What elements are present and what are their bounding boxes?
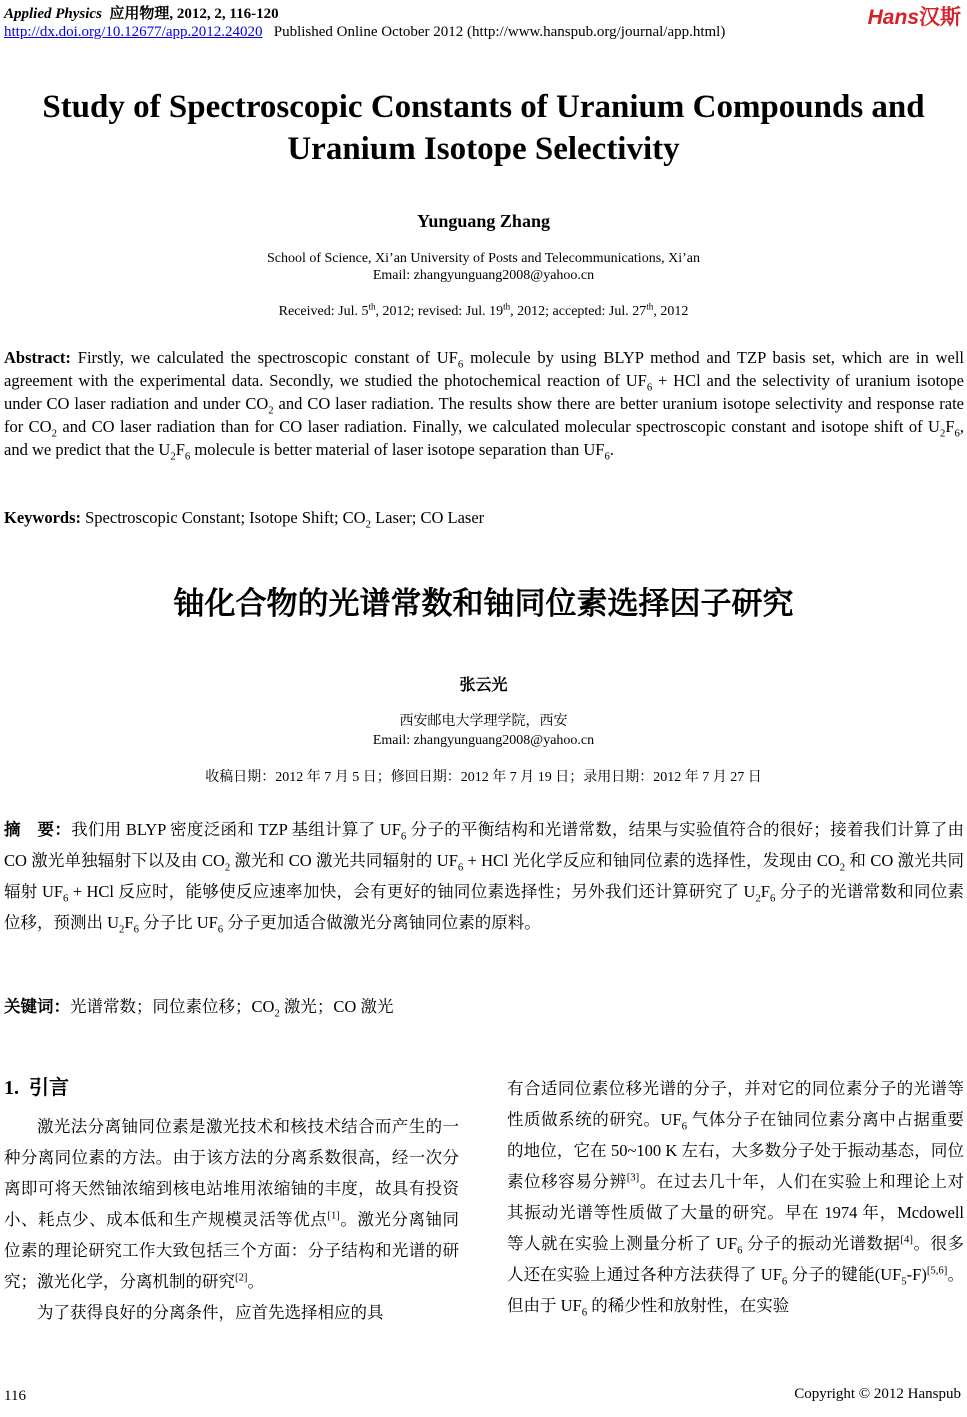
cn-title: 铀化合物的光谱常数和铀同位素选择因子研究 [173,586,794,622]
copyright: Copyright © 2012 Hanspub [794,1386,961,1402]
title-line-1: Study of Spectroscopic Constants of Uranium Compounds and [42,89,925,125]
paragraph: 有合适同位素位移光谱的分子，并对它的同位素分子的光谱等性质做系统的研究。$UF_6$ 气体分子在铀同位素分离中占据重要的地位，它在 50~100 K 左右，大多数分子处于振动基态，同位素位移容易分辨[3]。在过去几十年，人们在实验上和理论上对其振动光谱等性质做了大量的研究。早在 1974 年，Mcdowell 等人就在实验上测量分析了 $UF_6$ 分子的振动光谱数据[4]。很多人还在实验上通过各种方法获得了 $UF_6$ 分子的键能$(UF_5-F)[5,6]$。但由于 $UF_6$ 的稀少性和放射性，在实验 [507,1079,965,1319]
keywords-en: Keywords: Spectroscopic Constant; Isotope Shift; $CO_2$ Laser; CO Laser [4,508,485,531]
paragraph: 激光法分离铀同位素是激光技术和核技术结合而产生的一种分离同位素的方法。由于该方法的分离系数很高，经一次分离即可将天然铀浓缩到核电站堆用浓缩铀的丰度，故具有投资小、耗点少、成本低和生产规模灵活等优点[1]。激光分离铀同位素的理论研究工作大致包括三个方面：分子结构和光谱的研究；激光化学，分离机制的研究[2]。 [4,1117,460,1291]
logo-text-en: Hans [867,6,919,29]
title-line-2: Uranium Isotope Selectivity [287,131,680,167]
email: Email: zhangyunguang2008@yahoo.cn [372,268,595,283]
journal-cn-info: 应用物理, 2012, 2, 116-120 [109,6,279,22]
hanspub-logo [868,1,961,31]
keywords-label: Keywords: [4,508,81,527]
cn-abstract-label: 摘 要： [4,820,72,839]
journal-header [4,2,279,23]
cn-received-dates: 收稿日期：2012 年 7 月 5 日；修回日期：2012 年 7 月 19 日；录用日期：2012 年 7 月 27 日 [205,770,762,785]
published-info: Published Online October 2012 (http://www.hanspub.org/journal/app.html) [273,24,726,40]
paragraph: 为了获得良好的分离条件，应首先选择相应的具 [37,1303,384,1322]
cn-author: 张云光 [459,675,508,694]
abstract-label: Abstract: [4,348,71,367]
journal-name: Applied Physics [4,6,102,22]
cn-affiliation-block [0,712,967,750]
affiliation-block [0,250,967,284]
body-column-right [507,1073,964,1321]
body-column-left [4,1111,459,1328]
cn-keywords-label: 关键词： [4,997,70,1016]
keywords-cn: 关键词：光谱常数；同位素位移；$CO_2$ 激光；CO 激光 [4,997,394,1020]
doi-link[interactable]: http://dx.doi.org/10.12677/app.2012.24020 [4,24,263,40]
cn-email: Email: zhangyunguang2008@yahoo.cn [372,733,595,748]
cn-affiliation: 西安邮电大学理学院，西安 [399,714,568,729]
logo-text-cn: 汉斯 [919,6,961,29]
section-title: 引言 [29,1075,69,1099]
received-dates: Received: Jul. 5th, 2012; revised: Jul. 19th, 2012; accepted: Jul. 27th, 2012 [278,301,689,319]
abstract-en: Abstract: Firstly, we calculated the spectroscopic constant of $UF_6$ molecule by using BLYP method and TZP basis set, which are in well agreement with the experimental data. Secondly, we studied the photochemical reaction of $UF_6$ + HCl and the selectivity of uranium isotope under CO laser radiation and under $CO_2$ and CO laser radiation. The results show there are better uranium isotope selectivity and response rate for $CO_2$ and CO laser radiation than for CO laser radiation. Finally, we calculated molecular spectroscopic constant and isotope shift of $U_2F_6$, and we predict that the $U_2F_6$ molecule is better material of laser isotope separation than $UF_6$. [4,348,965,463]
section-number: 1. [4,1077,19,1099]
affiliation: School of Science, Xi’an University of Posts and Telecommunications, Xi’an [266,251,701,266]
abstract-cn: 摘 要：我们用 BLYP 密度泛函和 TZP 基组计算了 $UF_6$ 分子的平衡结构和光谱常数，结果与实验值符合的很好；接着我们计算了由 CO 激光单独辐射下以及由 $CO_2$ 激光和 CO 激光共同辐射的 $UF_6$ + HCl 光化学反应和铀同位素的选择性，发现由 $CO_2$ 和 CO 激光共同辐射 $UF_6$ + HCl 反应时，能够使反应速率加快，会有更好的铀同位素选择性；另外我们还计算研究了 $U_2F_6$ 分子的光谱常数和同位素位移，预测出 $U_2F_6$ 分子比 $UF_6$ 分子更加适合做激光分离铀同位素的原料。 [4,820,965,936]
page-number: 116 [4,1388,26,1404]
section-heading [4,1071,69,1100]
paper-title [0,86,967,170]
doi-line [4,24,725,41]
author-name: Yunguang Zhang [417,211,550,231]
